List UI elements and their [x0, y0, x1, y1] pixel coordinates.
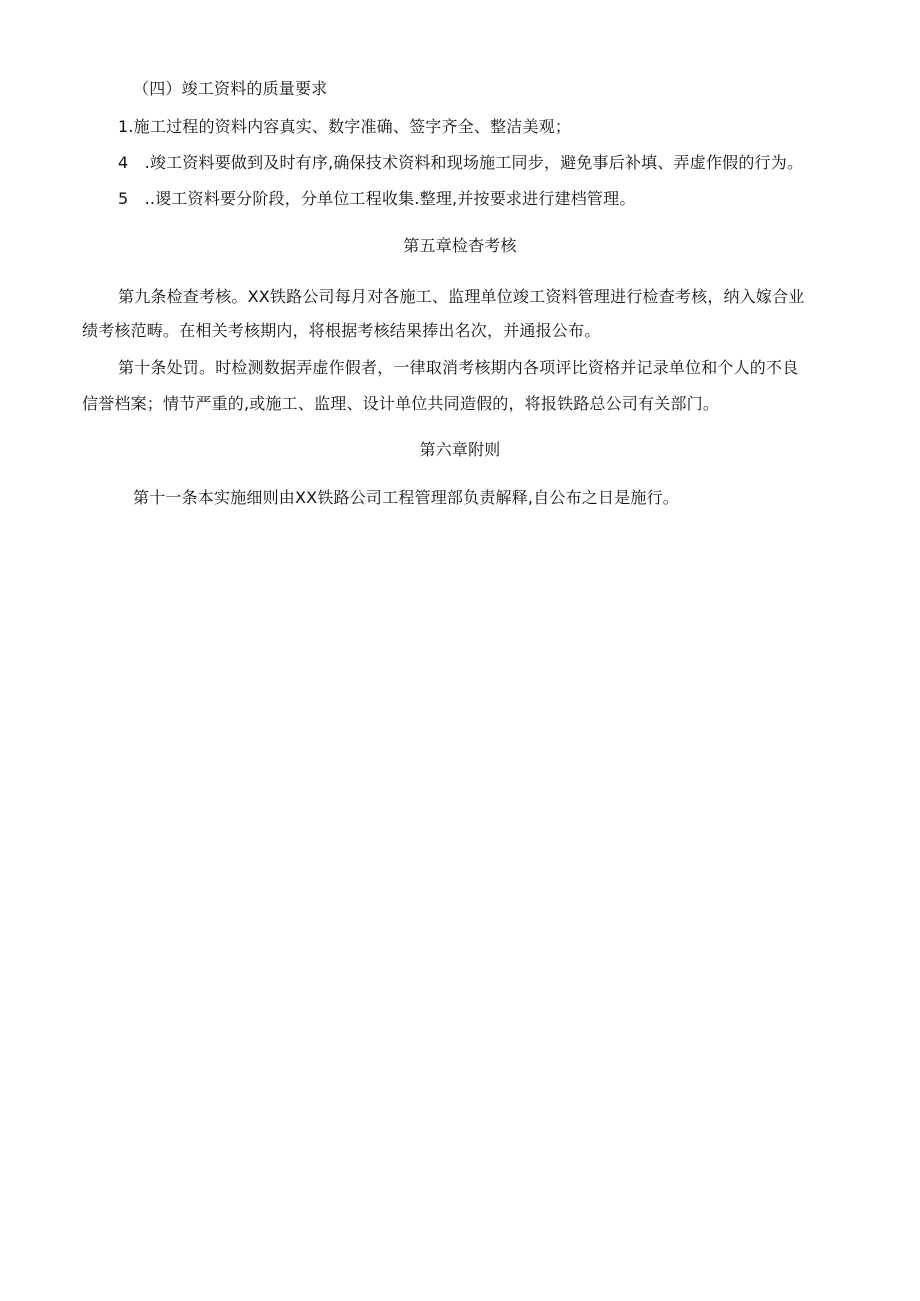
list-item-5: 5 ..谡工资料要分阶段，分单位工程收集.整理,并按要求进行建档管理。 [118, 189, 636, 208]
chapter-6-title: 第六章附则 [419, 440, 501, 459]
article-9-line-2: 绩考核范畴。在相关考核期内，将根据考核结果捧出名次，并通报公布。 [82, 321, 601, 340]
list-item-4: 4 .竣工资料要做到及时有序,确保技术资料和现场施工同步，避免事后补填、弄虚作假的行为。 [118, 153, 804, 172]
chapter-5-title: 第五章检杳考核 [403, 236, 517, 255]
section-heading: （四）竣工资料的质量要求 [133, 79, 328, 98]
article-9-line-1: 第九条检查考核。XX铁路公司每月对各施工、监理单位竣工资料管理进行检查考核，纳入嫁合业 [118, 287, 805, 306]
article-11: 第十一条本实施细则由XX铁路公司工程管理部负责解释,自公布之日是施行。 [133, 488, 680, 507]
article-10-line-1: 第十条处罚。时检测数据弄虚作假者，一律取消考核期内各项评比资格并记录单位和个人的不良 [118, 358, 799, 377]
article-10-line-2: 信誉档案；情节严重的,或施工、监理、设计单位共同造假的，将报铁路总公司有关部门。 [82, 394, 720, 413]
list-item-1: 1.施工过程的资料内容真实、数字准确、签字齐全、整洁美观； [118, 117, 572, 136]
